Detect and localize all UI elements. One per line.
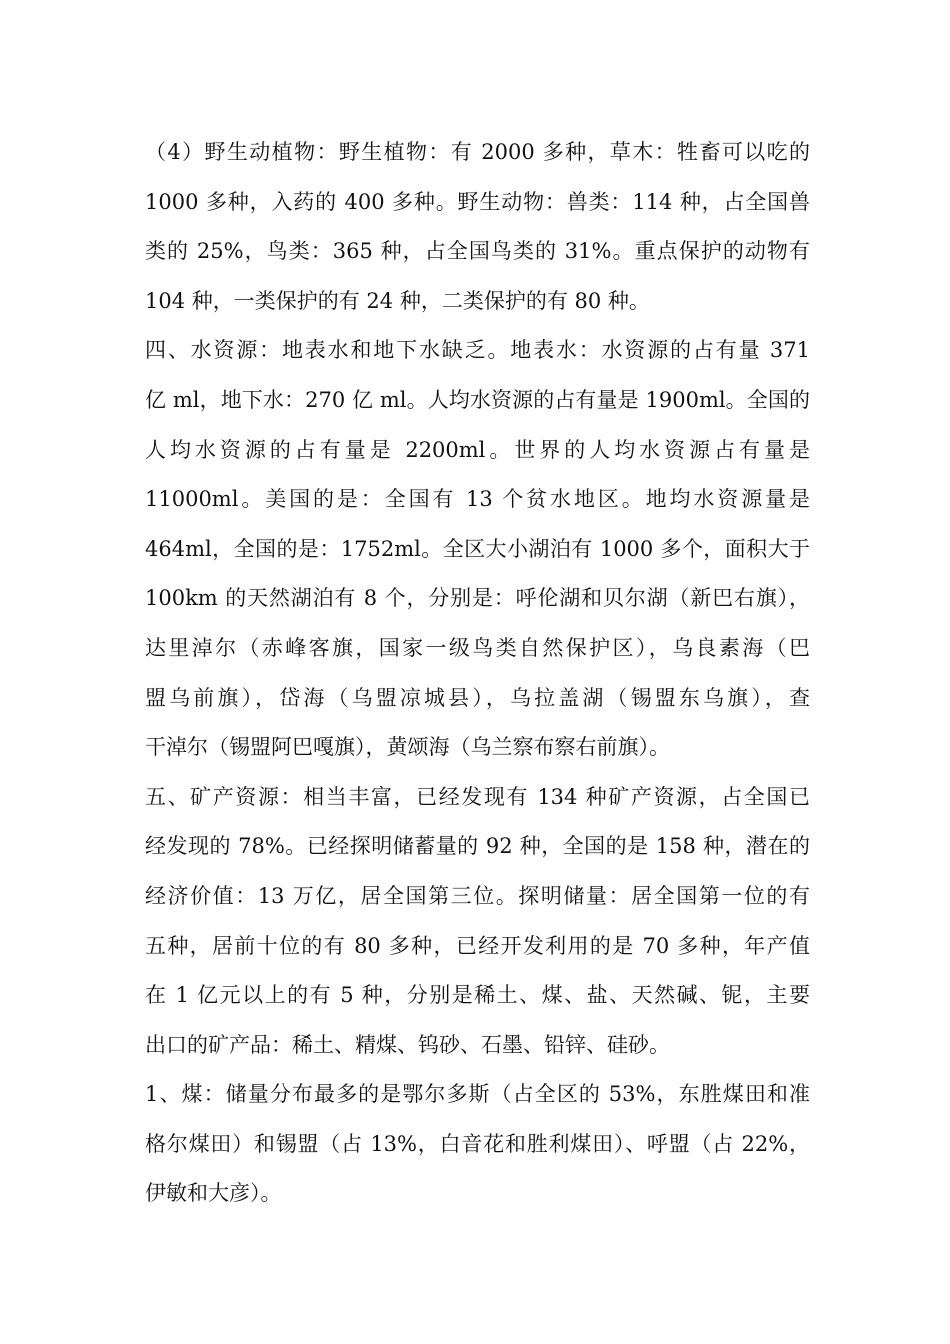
paragraph-wildlife: [145, 128, 810, 326]
text-line: 11000ml。美国的是：全国有 13 个贫水地区。地均水资源量是: [145, 487, 810, 512]
text-line: 盟乌前旗），岱海（乌盟凉城县），乌拉盖湖（锡盟东乌旗），查: [145, 685, 810, 710]
text-line: 亿 ml，地下水：270 亿 ml。人均水资源的占有量是 1900ml。全国的: [145, 387, 810, 412]
text-line: 干淖尔（锡盟阿巴嘎旗），黄颂海（乌兰察布察右前旗）。: [145, 735, 670, 760]
paragraph-coal: [145, 1070, 810, 1219]
text-line: 出口的矿产品：稀土、精煤、钨砂、石墨、铅锌、硅砂。: [145, 1032, 670, 1057]
text-line: 类的 25%，鸟类：365 种，占全国鸟类的 31%。重点保护的动物有: [145, 239, 810, 264]
text-line: 1、煤：储量分布最多的是鄂尔多斯（占全区的 53%，东胜煤田和准: [145, 1082, 810, 1107]
paragraph-water-resources: [145, 326, 810, 772]
text-line: 在 1 亿元以上的有 5 种，分别是稀土、煤、盐、天然碱、铌，主要: [145, 983, 810, 1008]
text-line: （4）野生动植物：野生植物：有 2000 多种，草木：牲畜可以吃的: [145, 140, 810, 164]
document-page: [145, 128, 810, 1219]
text-line: 100km 的天然湖泊有 8 个，分别是：呼伦湖和贝尔湖（新巴右旗），: [145, 586, 810, 611]
text-line: 1000 多种，入药的 400 多种。野生动物：兽类：114 种，占全国兽: [145, 189, 810, 214]
text-line: 五种，居前十位的有 80 多种，已经开发利用的是 70 多种，年产值: [145, 933, 810, 958]
text-line: 464ml，全国的是：1752ml。全区大小湖泊有 1000 多个，面积大于: [145, 536, 810, 561]
text-line: 格尔煤田）和锡盟（占 13%，白音花和胜利煤田）、呼盟（占 22%，: [145, 1131, 810, 1156]
text-line: 伊敏和大彦）。: [145, 1181, 282, 1206]
text-line: 经济价值：13 万亿，居全国第三位。探明储量：居全国第一位的有: [145, 883, 810, 908]
text-line: 四、水资源：地表水和地下水缺乏。地表水：水资源的占有量 371: [145, 338, 810, 363]
text-line: 达里淖尔（赤峰客旗，国家一级鸟类自然保护区），乌良素海（巴: [145, 635, 810, 660]
text-line: 经发现的 78%。已经探明储蓄量的 92 种，全国的是 158 种，潜在的: [145, 834, 810, 859]
text-line: 104 种，一类保护的有 24 种，二类保护的有 80 种。: [145, 288, 650, 313]
paragraph-mineral-resources: [145, 773, 810, 1071]
text-line: 人均水资源的占有量是 2200ml。世界的人均水资源占有量是: [145, 437, 810, 462]
text-line: 五、矿产资源：相当丰富，已经发现有 134 种矿产资源，占全国已: [145, 784, 810, 809]
